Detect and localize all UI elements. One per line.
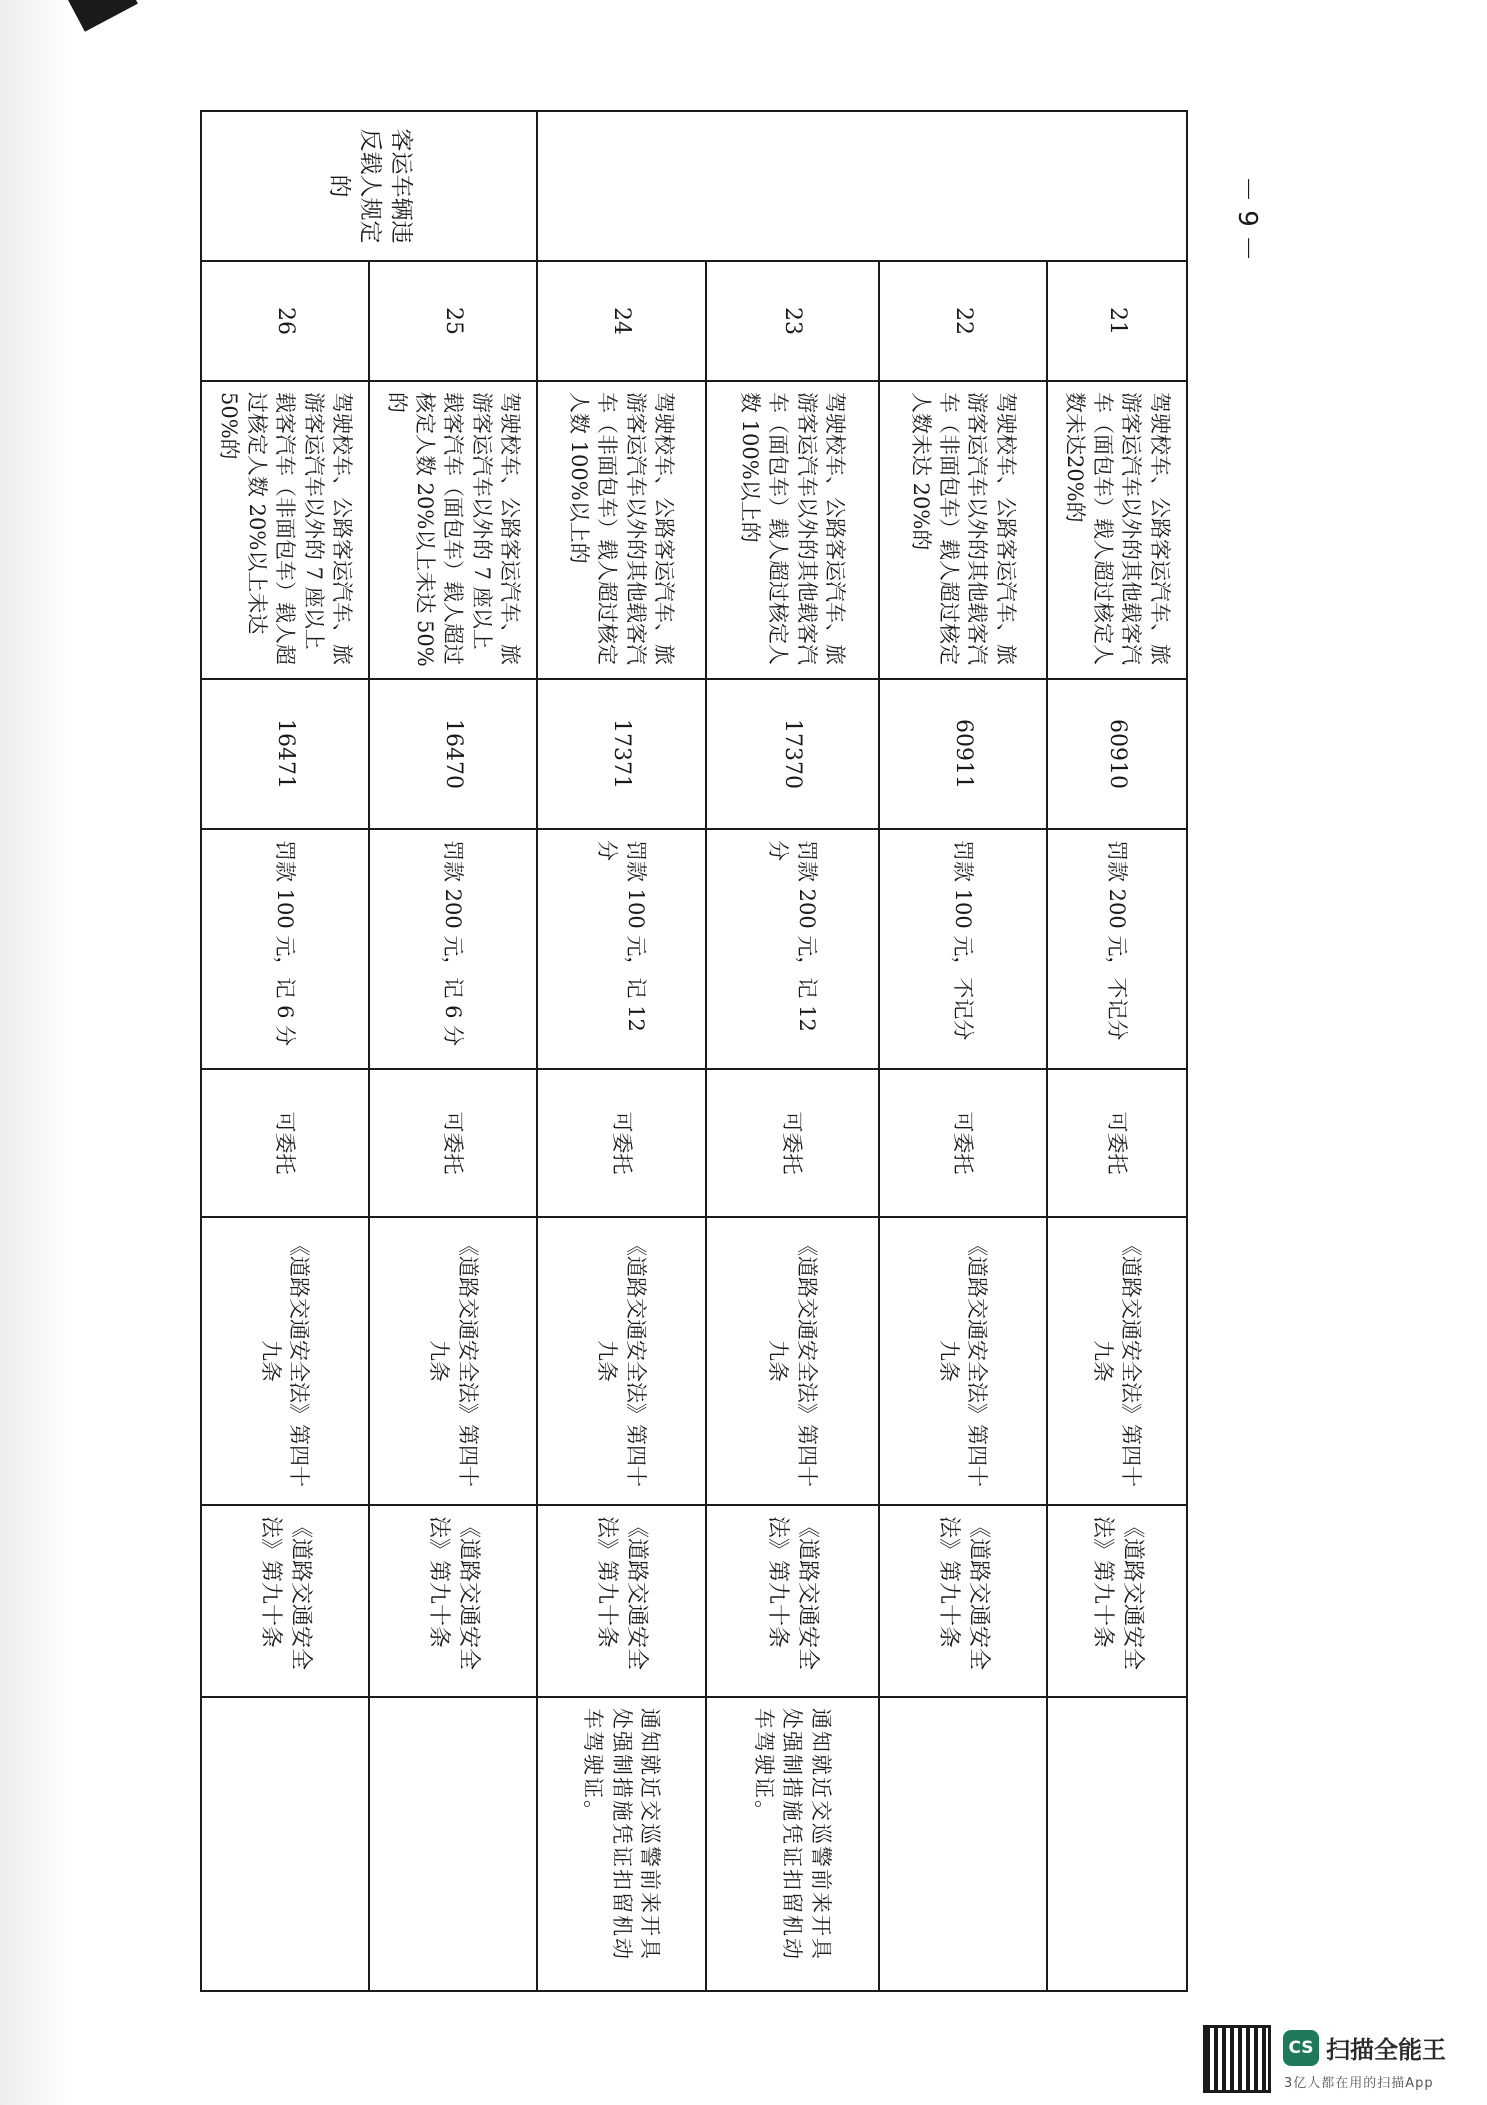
table-row xyxy=(369,111,537,1991)
table-row xyxy=(879,111,1047,1991)
remark xyxy=(1047,1697,1187,1991)
remark: 通知就近交巡警前来开具处强制措施凭证扣留机动车驾驶证。 xyxy=(537,1697,705,1991)
table-row xyxy=(201,111,369,1991)
violation-basis: 《道路交通安全法》第四十九条 xyxy=(1047,1217,1187,1505)
qr-code-icon xyxy=(1203,2025,1271,2093)
violation-code: 17370 xyxy=(706,679,879,829)
penalty-basis: 《道路交通安全法》第九十条 xyxy=(706,1505,879,1697)
camscanner-logo: CS xyxy=(1283,2030,1319,2066)
violation-description: 驾驶校车、公路客运汽车、旅游客运汽车以外的其他载客汽车（面包车）载人超过核定人数未达20%的 xyxy=(1047,381,1187,679)
table-row xyxy=(706,111,879,1991)
violation-basis: 《道路交通安全法》第四十九条 xyxy=(879,1217,1047,1505)
regulation-table-container xyxy=(200,110,1188,1990)
violation-code: 60910 xyxy=(1047,679,1187,829)
violation-code: 60911 xyxy=(879,679,1047,829)
penalty: 罚款 100 元，不记分 xyxy=(879,829,1047,1069)
violation-description: 驾驶校车、公路客运汽车、旅游客运汽车以外的 7 座以上载客汽车（非面包车）载人超过核定人数 20%以上未达 50%的 xyxy=(201,381,369,679)
penalty-basis: 《道路交通安全法》第九十条 xyxy=(879,1505,1047,1697)
entrust-status: 可委托 xyxy=(879,1069,1047,1217)
watermark-app-name: 扫描全能王 xyxy=(1326,2036,1446,2064)
violation-description: 驾驶校车、公路客运汽车、旅游客运汽车以外的 7 座以上载客汽车（面包车）载人超过核定人数 20%以上未达 50%的 xyxy=(369,381,537,679)
penalty-basis: 《道路交通安全法》第九十条 xyxy=(537,1505,705,1697)
category-cell xyxy=(537,111,1187,261)
row-number: 25 xyxy=(369,261,537,381)
entrust-status: 可委托 xyxy=(537,1069,705,1217)
row-number: 24 xyxy=(537,261,705,381)
remark xyxy=(201,1697,369,1991)
violation-basis: 《道路交通安全法》第四十九条 xyxy=(706,1217,879,1505)
entrust-status: 可委托 xyxy=(706,1069,879,1217)
violation-basis: 《道路交通安全法》第四十九条 xyxy=(537,1217,705,1505)
row-number: 26 xyxy=(201,261,369,381)
table-row xyxy=(537,111,705,1991)
penalty: 罚款 100 元，记 12 分 xyxy=(537,829,705,1069)
remark: 通知就近交巡警前来开具处强制措施凭证扣留机动车驾驶证。 xyxy=(706,1697,879,1991)
violation-description: 驾驶校车、公路客运汽车、旅游客运汽车以外的其他载客汽车（面包车）载人超过核定人数 100%以上的 xyxy=(706,381,879,679)
remark xyxy=(879,1697,1047,1991)
violation-description: 驾驶校车、公路客运汽车、旅游客运汽车以外的其他载客汽车（非面包车）载人超过核定人数 100%以上的 xyxy=(537,381,705,679)
scan-edge-shadow xyxy=(0,0,70,2105)
watermark-tagline: 3亿人都在用的扫描App xyxy=(1284,2076,1434,2091)
regulation-table xyxy=(200,110,1188,1992)
entrust-status: 可委托 xyxy=(369,1069,537,1217)
violation-description: 驾驶校车、公路客运汽车、旅游客运汽车以外的其他载客汽车（非面包车）载人超过核定人数未达 20%的 xyxy=(879,381,1047,679)
penalty: 罚款 200 元，记 12 分 xyxy=(706,829,879,1069)
penalty-basis: 《道路交通安全法》第九十条 xyxy=(369,1505,537,1697)
entrust-status: 可委托 xyxy=(201,1069,369,1217)
penalty-basis: 《道路交通安全法》第九十条 xyxy=(1047,1505,1187,1697)
penalty: 罚款 200 元，记 6 分 xyxy=(369,829,537,1069)
scan-corner-mark xyxy=(66,0,138,32)
page-number: － 9 － xyxy=(1232,176,1262,262)
category-cell: 客运车辆违反载人规定的 xyxy=(201,111,537,261)
row-number: 21 xyxy=(1047,261,1187,381)
penalty: 罚款 100 元，记 6 分 xyxy=(201,829,369,1069)
violation-code: 16470 xyxy=(369,679,537,829)
violation-code: 17371 xyxy=(537,679,705,829)
row-number: 23 xyxy=(706,261,879,381)
penalty: 罚款 200 元，不记分 xyxy=(1047,829,1187,1069)
penalty-basis: 《道路交通安全法》第九十条 xyxy=(201,1505,369,1697)
entrust-status: 可委托 xyxy=(1047,1069,1187,1217)
row-number: 22 xyxy=(879,261,1047,381)
violation-basis: 《道路交通安全法》第四十九条 xyxy=(201,1217,369,1505)
table-row xyxy=(1047,111,1187,1991)
violation-basis: 《道路交通安全法》第四十九条 xyxy=(369,1217,537,1505)
violation-code: 16471 xyxy=(201,679,369,829)
remark xyxy=(369,1697,537,1991)
